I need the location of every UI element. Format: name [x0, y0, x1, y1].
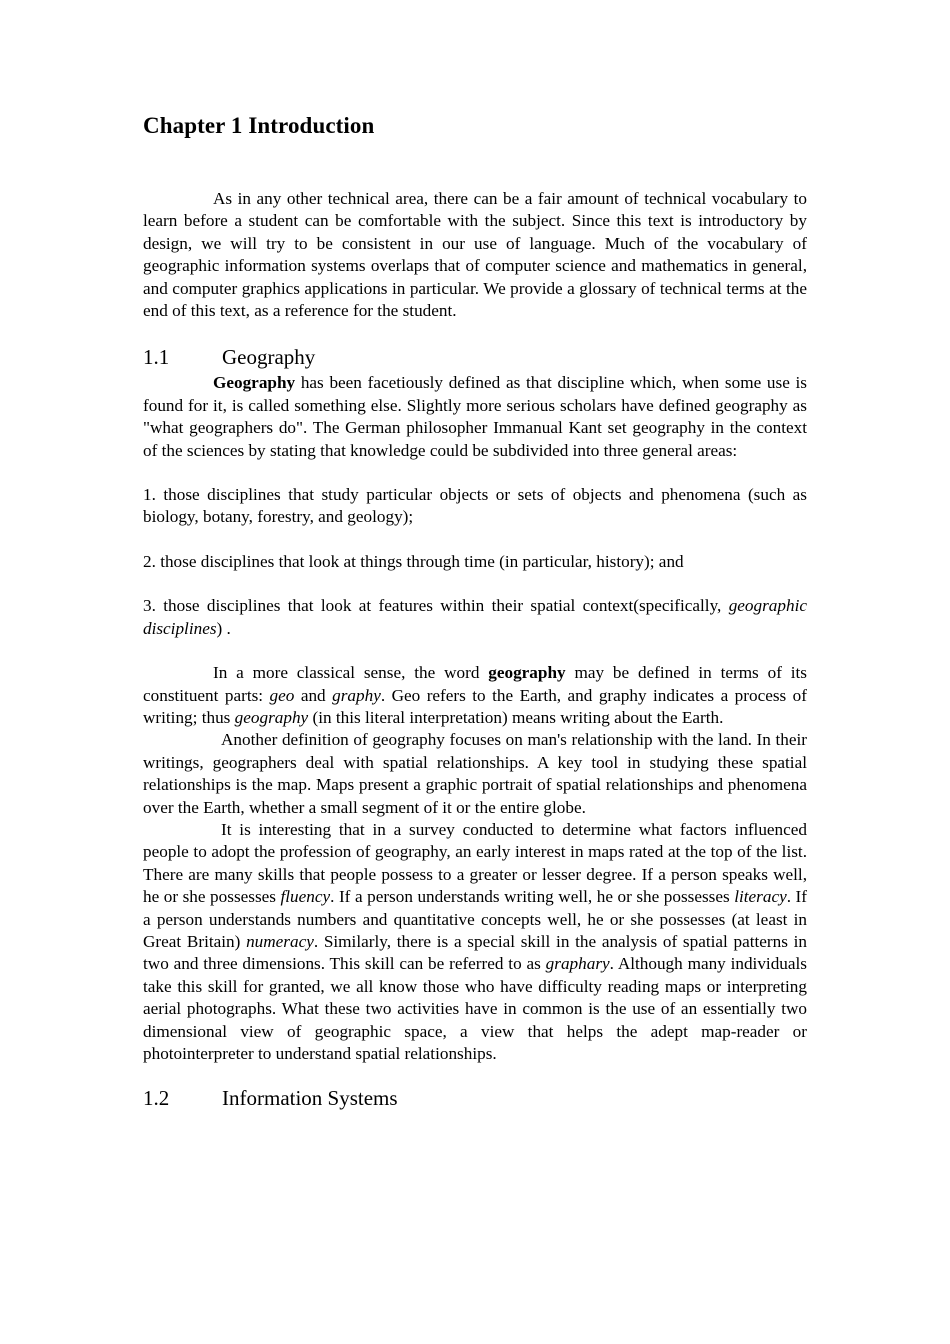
- list-item-2-text: 2. those disciplines that look at things through time (in particular, history); and: [143, 551, 684, 571]
- list-spacer-3: [143, 640, 807, 662]
- classical-italic-geo: geo: [269, 685, 295, 705]
- list-item-3-pre: 3. those disciplines that look at features within their spatial context(specifically,: [143, 596, 729, 616]
- geography-definition-paragraph: [143, 372, 807, 462]
- geography-bold-lead: Geography: [213, 373, 296, 393]
- list-spacer-1: [143, 529, 807, 551]
- list-item: [143, 595, 807, 640]
- classical-text-5: (in this literal interpretation) means writing about the Earth.: [308, 707, 724, 727]
- survey-italic-literacy: literacy: [734, 887, 787, 907]
- intro-paragraph-text: As in any other technical area, there can be a fair amount of technical vocabulary to learn before a student can be comfortable with the subject. Since this text is introductory by design, we will try to be consistent in our use of language. Much of the vocabulary of geographic information systems overlaps that of computer science and mathematics in general, and computer graphics applications in particular. We provide a glossary of technical terms at the end of this text, as a reference for the student.: [143, 189, 807, 321]
- section-number-1-2: 1.2: [143, 1086, 170, 1111]
- classical-italic-geography: geography: [234, 707, 309, 727]
- classical-bold-geography: geography: [488, 663, 566, 683]
- section-heading-1-1: [143, 344, 807, 370]
- list-spacer-2: [143, 573, 807, 595]
- survey-text-2: . If a person understands writing well, he or she possesses: [330, 887, 735, 907]
- list-item-1-text: 1. those disciplines that study particular objects or sets of objects and phenomena (such as biology, botany, forestry, and geology);: [143, 485, 807, 527]
- list-item-3-italic: geographic disciplines: [143, 596, 807, 638]
- survey-italic-fluency: fluency: [280, 887, 331, 907]
- classical-text-4: . Geo refers to the Earth, and graphy indicates a process of writing; thus: [143, 685, 807, 727]
- chapter-title: Chapter 1 Introduction: [143, 113, 375, 138]
- classical-text-2: may be defined in terms of its constituent parts:: [143, 663, 808, 705]
- list-item: [143, 484, 807, 529]
- list-item: [143, 551, 807, 573]
- intro-paragraph: [143, 188, 807, 322]
- survey-italic-numeracy: numeracy: [246, 931, 314, 951]
- classical-text-1: In a more classical sense, the word: [213, 663, 489, 683]
- classical-sense-paragraph: [143, 662, 807, 729]
- survey-paragraph: [143, 819, 807, 1065]
- survey-text-1: It is interesting that in a survey conducted to determine what factors influenced people to adopt the profession of geography, an early interest in maps rated at the top of the list. There are many skills that people possess to a greater or lesser degree. If a person speaks well, he or she possesses: [143, 819, 807, 907]
- section-number-1-1: 1.1: [143, 345, 170, 370]
- list-spacer-top: [143, 462, 807, 484]
- survey-italic-graphary: graphary: [545, 954, 610, 974]
- survey-text-4: . Similarly, there is a special skill in the analysis of spatial patterns in two and three dimensions. This skill can be referred to as: [143, 931, 807, 974]
- section-title-1-1: Geography: [222, 345, 316, 370]
- another-definition-paragraph: [143, 729, 807, 819]
- another-definition-text: Another definition of geography focuses on man's relationship with the land. In their writings, geographers deal with spatial relationships. A key tool in studying these spatial relationships is the map. Maps present a graphic portrait of spatial relationships and phenomena over the Earth, whether a small segment of it or the entire globe.: [143, 730, 807, 817]
- geography-definition-text: has been facetiously defined as that discipline which, when some use is found for it, is called something else. Slightly more serious scholars have defined geography as "what geographers do". The German philosopher Immanual Kant set geography in the context of the sciences by stating that knowledge could be subdivided into three general areas:: [143, 373, 807, 460]
- classical-text-3: and: [294, 685, 333, 705]
- section-title-1-2: Information Systems: [222, 1086, 398, 1111]
- survey-text-3: . If a person understands numbers and quantitative concepts well, he or she possesses (at least in Great Britain): [143, 887, 807, 951]
- classical-italic-graphy: graphy: [332, 685, 381, 705]
- page-content: [143, 112, 807, 1113]
- list-item-3-post: ) .: [216, 618, 231, 638]
- survey-text-5: . Although many individuals take this skill for granted, we all know those who have difficulty reading maps or interpreting aerial photographs. What these two activities have in common is the use of an essentially two dimensional view of geographic space, a view that helps the adept map-reader or photointerpreter to understand spatial relationships.: [143, 954, 807, 1063]
- section-heading-1-2: [143, 1085, 807, 1111]
